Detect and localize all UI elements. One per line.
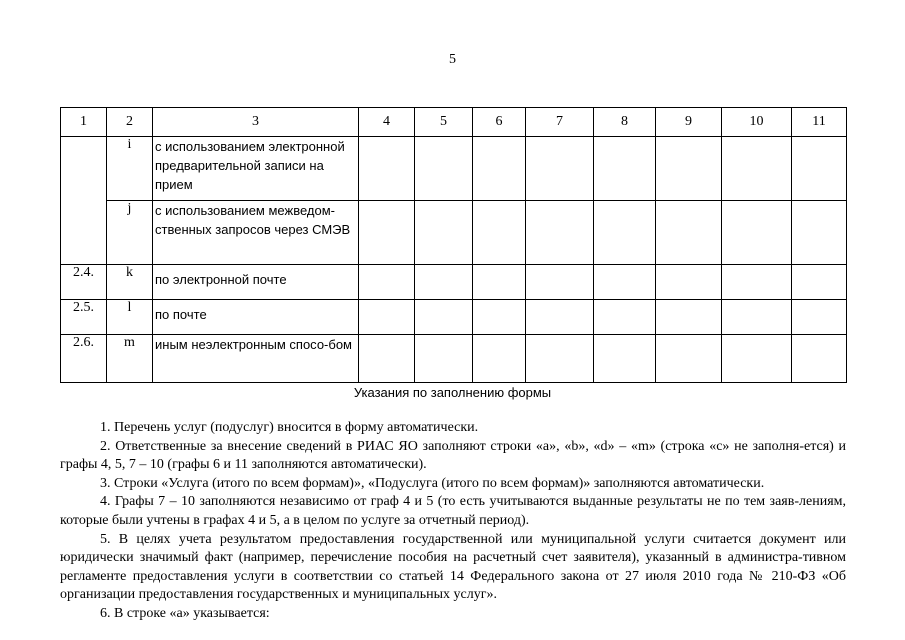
instruction-paragraph: 3. Строки «Услуга (итого по всем формам)», «Подуслуга (итого по всем формам)» заполняются автоматически. [100, 475, 765, 491]
value-cell [594, 300, 656, 335]
report-form-table [60, 107, 847, 383]
table-row [61, 335, 847, 383]
column-header: 11 [792, 108, 847, 137]
value-cell [656, 137, 722, 201]
value-cell [656, 335, 722, 383]
value-cell [722, 265, 792, 300]
table-row [61, 201, 847, 265]
value-cell [359, 335, 415, 383]
table-header-row [61, 108, 847, 137]
value-cell [415, 201, 473, 265]
column-header: 2 [107, 108, 153, 137]
column-header: 1 [61, 108, 107, 137]
instruction-paragraph: 2. Ответственные за внесение сведений в РИАС ЯО заполняют строки «a», «b», «d» – «m» (строка «c» не заполня-ется) и графы 4, 5, 7 – 10 (графы 6 и 11 заполняются автоматически). [60, 438, 846, 473]
column-header: 5 [415, 108, 473, 137]
row-number-cell: 2.5. [61, 300, 107, 335]
instruction-paragraph: 4. Графы 7 – 10 заполняются независимо от граф 4 и 5 (то есть учитываются выданные результаты не по тем заяв-лениям, которые были учтены в графах 4 и 5, а в целом по услуге за отчетный период). [60, 494, 846, 528]
row-code-cell: i [107, 137, 153, 201]
instructions-title: Указания по заполнению формы [353, 385, 552, 400]
value-cell [359, 201, 415, 265]
row-code-cell: k [107, 265, 153, 300]
value-cell [594, 335, 656, 383]
value-cell [359, 265, 415, 300]
column-header: 4 [359, 108, 415, 137]
column-header: 6 [473, 108, 526, 137]
value-cell [722, 201, 792, 265]
value-cell [415, 300, 473, 335]
value-cell [415, 137, 473, 201]
row-code-cell: j [107, 201, 153, 265]
value-cell [722, 137, 792, 201]
column-header: 10 [722, 108, 792, 137]
value-cell [526, 300, 594, 335]
value-cell [415, 265, 473, 300]
value-cell [656, 201, 722, 265]
value-cell [526, 137, 594, 201]
value-cell [473, 300, 526, 335]
instruction-paragraph: 5. В целях учета результатом предоставления государственной или муниципальной услуги считается документ или юридически значимый факт (например, перечисление пособия на расчетный счет заявителя), указанный в администра-тивном регламенте предоставления услуги в соответствии со статьей 14 Федерального закона от 27 июля 2010 года № 210-ФЗ «Об организации предоставления государственных и муниципальных услуг». [60, 531, 846, 603]
value-cell [359, 137, 415, 201]
column-header: 9 [656, 108, 722, 137]
value-cell [722, 300, 792, 335]
column-header: 3 [153, 108, 359, 137]
value-cell [526, 335, 594, 383]
row-code-cell: l [107, 300, 153, 335]
value-cell [526, 265, 594, 300]
row-number-cell: 2.4. [61, 265, 107, 300]
value-cell [792, 335, 847, 383]
column-header: 8 [594, 108, 656, 137]
column-header: 7 [526, 108, 594, 137]
value-cell [792, 265, 847, 300]
instructions-body [60, 419, 846, 624]
value-cell [473, 265, 526, 300]
page-number: 5 [449, 52, 456, 67]
row-code-cell: m [107, 335, 153, 383]
value-cell [473, 201, 526, 265]
value-cell [722, 335, 792, 383]
value-cell [594, 265, 656, 300]
row-description-cell: по электронной почте [153, 265, 359, 300]
value-cell [792, 300, 847, 335]
row-description-cell: по почте [153, 300, 359, 335]
value-cell [473, 137, 526, 201]
value-cell [656, 265, 722, 300]
value-cell [656, 300, 722, 335]
row-description-cell: с использованием межведом-ственных запросов через СМЭВ [153, 201, 359, 265]
row-description-cell: иным неэлектронным спосо-бом [153, 335, 359, 383]
value-cell [594, 137, 656, 201]
value-cell [473, 335, 526, 383]
instruction-paragraph: 1. Перечень услуг (подуслуг) вносится в форму автоматически. [100, 420, 479, 435]
value-cell [359, 300, 415, 335]
table-row [61, 137, 847, 201]
value-cell [594, 201, 656, 265]
value-cell [792, 201, 847, 265]
row-number-cell: 2.6. [61, 335, 107, 383]
table-row [61, 265, 847, 300]
row-number-cell [61, 137, 107, 265]
row-description-cell: с использованием электронной предварительной записи на прием [153, 137, 359, 201]
instruction-paragraph: 6. В строке «a» указывается: [100, 605, 270, 621]
table-row [61, 300, 847, 335]
value-cell [792, 137, 847, 201]
value-cell [526, 201, 594, 265]
value-cell [415, 335, 473, 383]
